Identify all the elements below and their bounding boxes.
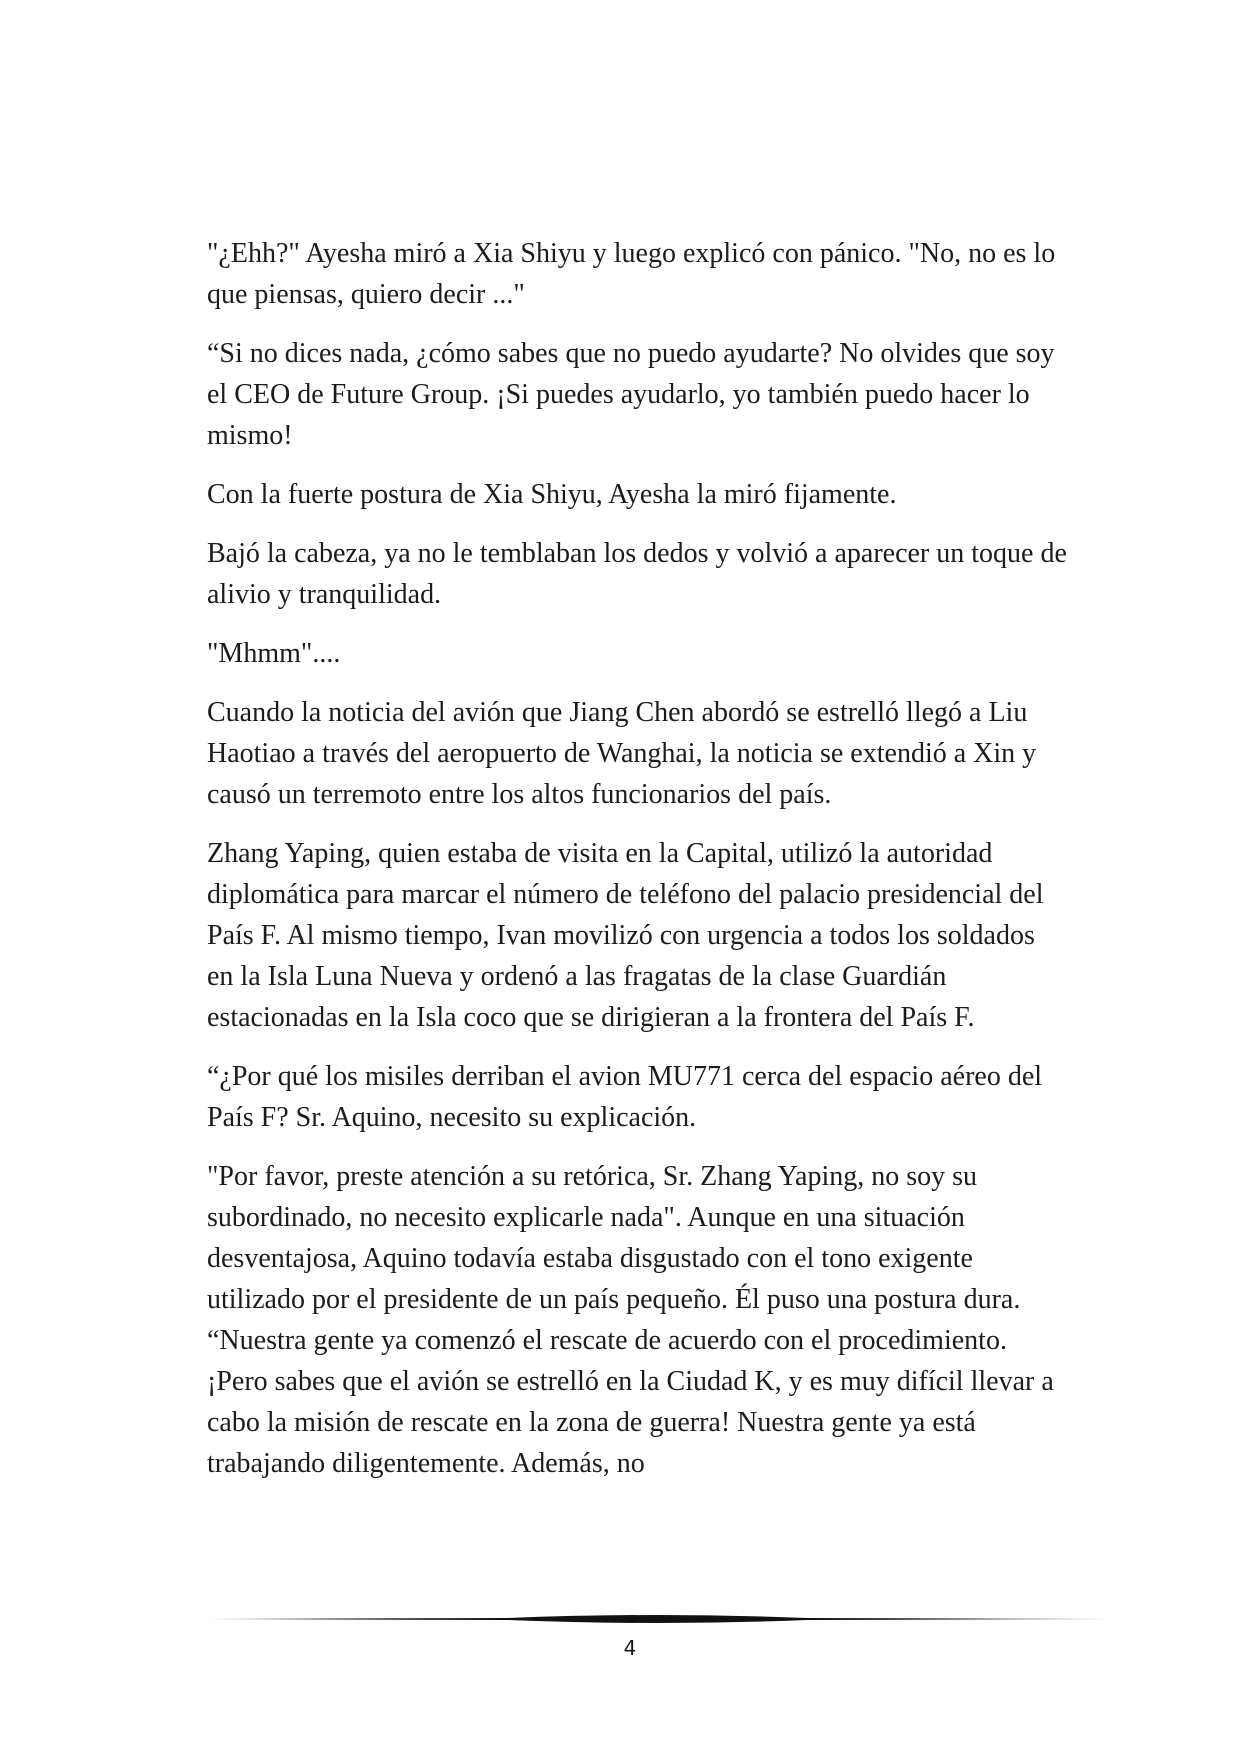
footer-divider [207, 1612, 1107, 1626]
paragraph: "Por favor, preste atención a su retórica, Sr. Zhang Yaping, no soy su subordinado, no necesito explicarle nada". Aunque en una situación desventajosa, Aquino todavía estaba disgustado con el tono exigente utilizado por el presidente de un país pequeño. Él puso una postura dura. “Nuestra gente ya comenzó el rescate de acuerdo con el procedimiento. ¡Pero sabes que el avión se estrelló en la Ciudad K, y es muy difícil llevar a cabo la misión de rescate en la zona de guerra! Nuestra gente ya está trabajando diligentemente. Además, no [207, 1161, 1054, 1479]
paragraph: "Mhmm".... [207, 638, 341, 669]
paragraph: “¿Por qué los misiles derriban el avion MU771 cerca del espacio aéreo del País F? Sr. Aquino, necesito su explicación. [207, 1061, 1043, 1133]
page-number: 4 [623, 1636, 637, 1660]
paragraph: Con la fuerte postura de Xia Shiyu, Ayesha la miró fijamente. [207, 479, 897, 510]
body-text [207, 233, 1067, 1502]
paragraph: "¿Ehh?" Ayesha miró a Xia Shiyu y luego explicó con pánico. "No, no es lo que piensas, quiero decir ..." [207, 238, 1056, 310]
paragraph: Bajó la cabeza, ya no le temblaban los dedos y volvió a aparecer un toque de alivio y tranquilidad. [207, 538, 1067, 610]
paragraph: Zhang Yaping, quien estaba de visita en la Capital, utilizó la autoridad diplomática para marcar el número de teléfono del palacio presidencial del País F. Al mismo tiempo, Ivan movilizó con urgencia a todos los soldados en la Isla Luna Nueva y ordenó a las fragatas de la clase Guardián estacionadas en la Isla coco que se dirigieran a la frontera del País F. [207, 838, 1044, 1033]
paragraph: Cuando la noticia del avión que Jiang Chen abordó se estrelló llegó a Liu Haotiao a través del aeropuerto de Wanghai, la noticia se extendió a Xin y causó un terremoto entre los altos funcionarios del país. [207, 697, 1037, 810]
paragraph: “Si no dices nada, ¿cómo sabes que no puedo ayudarte? No olvides que soy el CEO de Future Group. ¡Si puedes ayudarlo, yo también puedo hacer lo mismo! [207, 338, 1055, 451]
